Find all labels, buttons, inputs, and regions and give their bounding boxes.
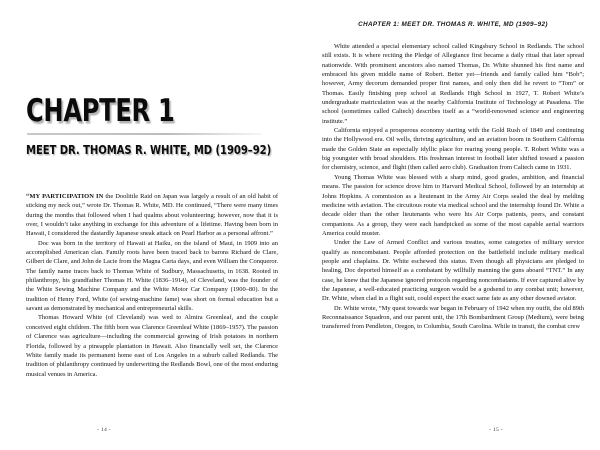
- paragraph: [322, 42, 584, 126]
- paragraph-text: California enjoyed a prosperous economy starting with the Gold Rush of 1849 and continuing into the Hollywood era. Oil wells, thriving agriculture, and an aviation boom in Southern California made the Golden State an especially idyllic place for rearing young people. T. Robert White was a big youngster with broad shoulders. His freshman interest in football later shifted toward a passion for chemistry, science, and flight (then called aero club). Graduation from Caltech came in 1931.: [322, 127, 584, 172]
- paragraph: [26, 192, 278, 239]
- left-page-body-text: [26, 192, 278, 379]
- chapter-divider-rule: [27, 133, 262, 135]
- paragraph: [322, 304, 584, 332]
- right-page-body-text: [322, 42, 584, 332]
- paragraph: [26, 239, 278, 314]
- paragraph: [322, 126, 584, 173]
- paragraph: [26, 313, 278, 378]
- paragraph-text: Under the Law of Armed Conflict and various treaties, some categories of military service qualify as noncombatant. People afforded protection on the battlefield include military medical people and chaplains. Dr. White eschewed this status. Even though all physicians are pledged to healing, Doc deported himself as a combatant by willfully manning the guns aboard “TNT.” In any case, he knew that the Japanese ignored protocols regarding noncombatants. If ever captured alive by the Japanese, a well-educated practicing surgeon would be a godsend to any combat unit; however, Dr. White, when clad in a flight suit, could expect the exact same fate as any other downed aviator.: [322, 239, 584, 303]
- chapter-opener: [26, 93, 272, 157]
- running-header: CHAPTER 1: MEET DR. THOMAS R. WHITE, MD (1909–92): [358, 21, 548, 28]
- page-number-left: - 14 -: [97, 427, 111, 433]
- paragraph-text: Doc was born in the territory of Hawaii at Haiku, on the island of Maui, in 1909 into an accomplished American clan. Family roots have been traced back to barons Richard de Clare, Gilbert de Clare, and John de Lacie from the Magna Carta days, and even William the Conqueror. The family name traces back to Thomas White of Sudbury, Massachusetts, in 1638. Rooted in philanthropy, his grandfather Thomas H. White (1836–1914), of Cleveland, was the founder of the White Sewing Machine Company and the White Motor Car Company (1900–80). In the tradition of Henry Ford, White (of sewing-machine fame) was short on formal education but a savant as demonstrated by mechanical and entrepreneurial skills.: [26, 239, 278, 313]
- paragraph: [322, 238, 584, 303]
- paragraph-text: White attended a special elementary school called Kingsbury School in Redlands. The school still exists. It is where reciting the Pledge of Allegiance first became a daily ritual that later spread nationwide. With prominent ancestors also named Thomas, Dr. White shunned his first name and embraced his given middle name of Robert. Better yet—friends and family called him “Bob”; however, Army decorum demanded proper first names, and only then did he revert to “Tom” or Thomas. Easily finishing prep school at Redlands High School in 1927, T. Robert White’s undergraduate matriculation was at the nearby California Institute of Technology at Pasadena. The school (sometimes called Caltech) describes itself as a “world-renowned science and engineering institute.”: [322, 43, 584, 125]
- chapter-subtitle-heading: MEET DR. THOMAS R. WHITE, MD (1909–92): [26, 141, 272, 157]
- paragraph-lead-in: “MY PARTICIPATION IN: [26, 193, 104, 200]
- paragraph: [322, 173, 584, 238]
- paragraph-text: Dr. White wrote, “My quest towards war began in February of 1942 when my outfit, the old 89th Reconnaissance Squadron, and our parent unit, the 17th Bombardment Group (Medium), were being transferred from Pendleton, Oregon, to Columbia, South Carolina. While in transit, the combat crew: [322, 304, 584, 331]
- paragraph-text: the Doolittle Raid on Japan was largely a result of an old habit of sticking my neck out,” wrote Dr. Thomas R. White, MD. He continued, “There were many times during the months that followed when I had qualms about volunteering; however, now that it is over, I wouldn’t take anything in exchange for this adventure of a lifetime. Having been born in Hawaii, I considered the dastardly Japanese sneak attack on Pearl Harbor as a personal affront.”: [26, 193, 278, 238]
- page-number-right: - 15 -: [489, 427, 503, 433]
- paragraph-text: Young Thomas White was blessed with a sharp mind, good grades, ambition, and financial means. The passion for science drove him to Harvard Medical School, followed by an internship at Johns Hopkins. A commission as a lieutenant in the Army Air Corps sealed the deal by melding medicine with aviation. The circuitous route via medical school and the internship found Dr. White a decade older than the other lieutenants who were his Air Corps patients, peers, and constant companions. As a group, they were each handpicked as some of the most capable aerial warriors America could muster.: [322, 173, 584, 237]
- right-page: [300, 0, 600, 450]
- paragraph-text: Thomas Howard White (of Cleveland) was wed to Almira Greenleaf, and the couple conceived eight children. The fifth born was Clarence Greenleaf White (1869–1957). The passion of Clarence was agriculture—including the commercial growing of Irish potatoes in northern Florida, followed by a pineapple plantation in Hawaii. Also financially well set, the Clarence White family made its permanent home east of Los Angeles in a suburb called Redlands. The tradition of philanthropy continued by underwriting the Redlands Bowl, one of the most enduring musical venues in America.: [26, 314, 278, 378]
- chapter-number-heading: CHAPTER 1: [26, 93, 175, 129]
